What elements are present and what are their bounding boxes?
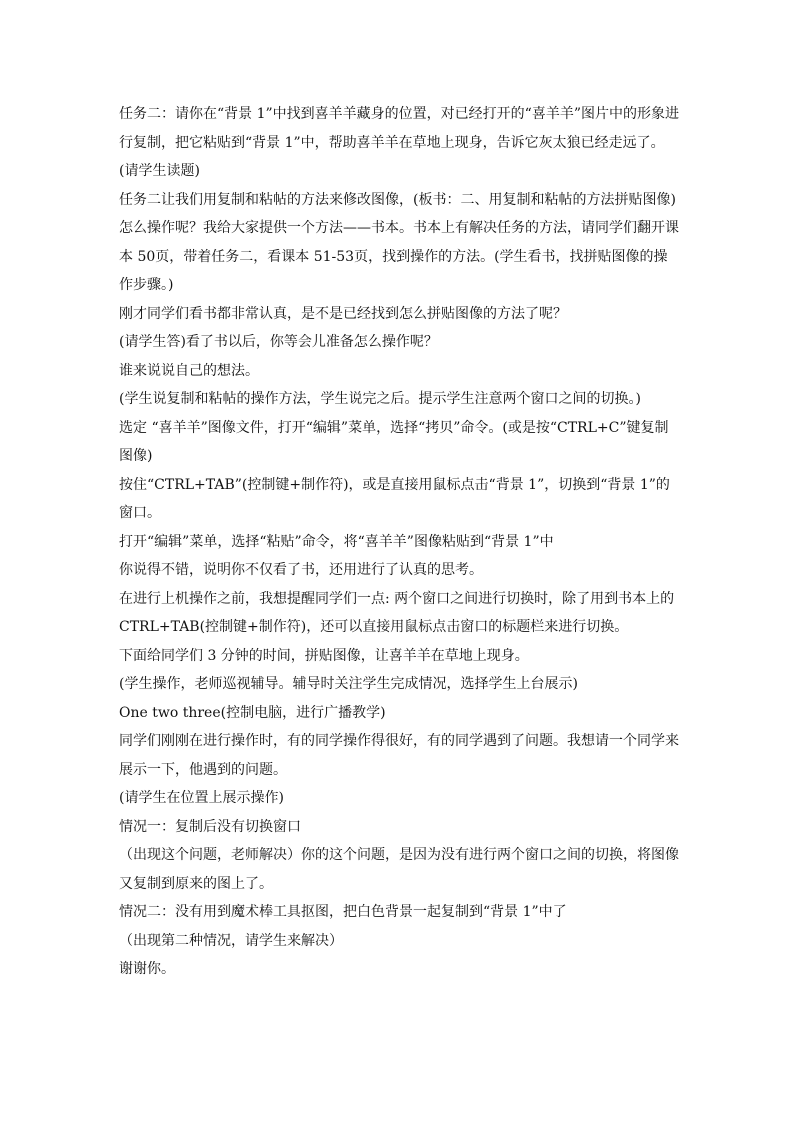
paragraph-praise: 你说得不错，说明你不仅看了书，还用进行了认真的思考。 — [119, 562, 483, 578]
paragraph-read-question: (请学生读题) — [119, 163, 200, 179]
paragraph-step-switch: 按住“CTRL+TAB”(控制键+制作符)，或是直接用鼠标点击“背景 1”，切换到“背景 1”的窗口。 — [119, 476, 670, 521]
paragraph-problems: 同学们刚刚在进行操作时，有的同学操作得很好，有的同学遇到了问题。我想请一个同学来展示一下，他遇到的问题。 — [119, 733, 679, 778]
paragraph-reminder: 在进行上机操作之前，我想提醒同学们一点: 两个窗口之间进行切换时，除了用到书本上的CTRL+TAB(控制键+制作符)，还可以直接用鼠标点击窗口的标题栏来进行切换。 — [119, 590, 675, 635]
paragraph-case-one-solution: （出现这个问题，老师解决）你的这个问题，是因为没有进行两个窗口之间的切换，将图像又复制到原来的图上了。 — [119, 847, 679, 892]
paragraph-step-copy: 选定 “喜羊羊”图像文件，打开“编辑”菜单，选择“拷贝”命令。(或是按“CTRL+C”键复制图像) — [119, 419, 669, 464]
document-body — [119, 100, 679, 984]
paragraph-broadcast: One two three(控制电脑，进行广播教学) — [119, 704, 386, 721]
paragraph-copy-paste-method: (学生说复制和粘帖的操作方法，学生说完之后。提示学生注意两个窗口之间的切换。) — [119, 391, 641, 407]
paragraph-task-two: 任务二：请你在“背景 1”中找到喜羊羊藏身的位置，对已经打开的“喜羊羊”图片中的形象进行复制，把它粘贴到“背景 1”中，帮助喜羊羊在草地上现身，告诉它灰太狼已经走远了。 — [119, 106, 679, 151]
paragraph-step-paste: 打开“编辑”菜单，选择“粘贴”命令，将“喜羊羊”图像粘贴到“背景 1”中 — [119, 533, 554, 550]
paragraph-student-answer: (请学生答)看了书以后，你等会儿准备怎么操作呢？ — [119, 334, 438, 350]
paragraph-demo: (请学生在位置上展示操作) — [119, 790, 284, 806]
paragraph-share-ideas: 谁来说说自己的想法。 — [119, 362, 259, 379]
paragraph-thanks: 谢谢你。 — [119, 961, 175, 977]
paragraph-practice-time: 下面给同学们 3 分钟的时间，拼贴图像，让喜羊羊在草地上现身。 — [119, 647, 529, 664]
paragraph-case-two-solution: （出现第二种情况，请学生来解决） — [119, 932, 343, 949]
paragraph-student-operation: (学生操作，老师巡视辅导。辅导时关注学生完成情况，选择学生上台展示) — [119, 676, 578, 692]
paragraph-case-two: 情况二：没有用到魔术棒工具抠图，把白色背景一起复制到“背景 1”中了 — [119, 904, 567, 920]
paragraph-case-one: 情况一：复制后没有切换窗口 — [119, 818, 301, 835]
paragraph-reading-check: 刚才同学们看书都非常认真，是不是已经找到怎么拼贴图像的方法了呢？ — [119, 305, 567, 322]
paragraph-task-method: 任务二让我们用复制和粘帖的方法来修改图像，(板书：二、用复制和粘帖的方法拼贴图像)怎么操作呢？我给大家提供一个方法——书本。书本上有解决任务的方法，请同学们翻开课本 50页，带着任务二，看课本 51-53页，找到操作的方法。(学生看书，找拼贴图像的操作步骤。) — [119, 191, 679, 293]
